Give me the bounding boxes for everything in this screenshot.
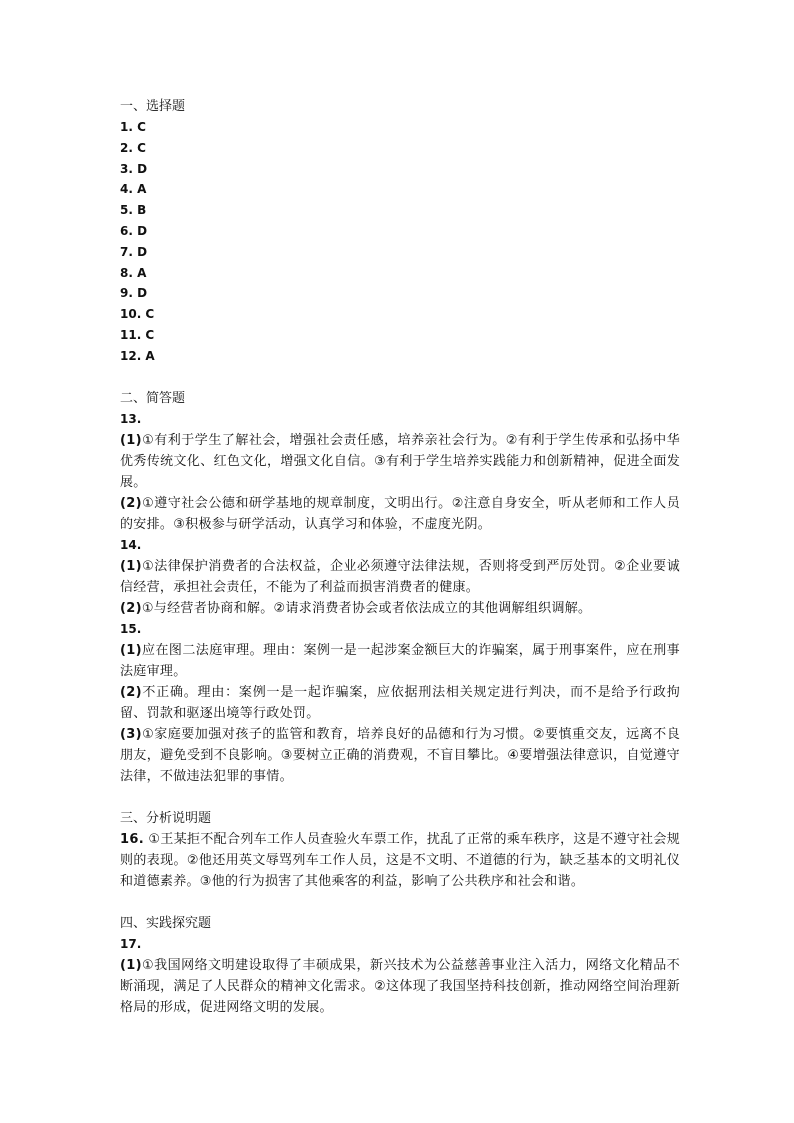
- choice-answer: 2. C: [120, 140, 146, 155]
- q15-part1-answer: [120, 640, 680, 682]
- q15-part3-answer: [120, 724, 680, 787]
- section-gap: [120, 367, 680, 388]
- question-number-14: 14.: [120, 537, 142, 552]
- answer-text: ①家庭要加强对孩子的监管和教育，培养良好的品德和行为习惯。②要慎重交友，远离不良朋友，避免受到不良影响。③要树立正确的消费观，不盲目攀比。④要增强法律意识，自觉遵守法律，不做违法犯罪的事情。: [120, 726, 680, 784]
- q14-part1-answer: [120, 556, 680, 598]
- part-marker: (2): [120, 600, 142, 616]
- section-gap: [120, 892, 680, 913]
- part-marker: (2): [120, 684, 142, 700]
- section-heading-short-answer: 二、简答题: [120, 390, 186, 406]
- question-number-17: 17.: [120, 936, 142, 951]
- section-heading-analysis: 三、分析说明题: [120, 810, 212, 826]
- part-marker: (1): [120, 957, 142, 973]
- choice-answer: 11. C: [120, 327, 155, 342]
- q13-part1-answer: [120, 430, 680, 493]
- answer-text: ①法律保护消费者的合法权益，企业必须遵守法律法规，否则将受到严厉处罚。②企业要诚信经营，承担社会责任，不能为了利益而损害消费者的健康。: [120, 558, 680, 595]
- q13-part2-answer: [120, 493, 680, 535]
- answer-sheet: [120, 96, 680, 1018]
- part-marker: (2): [120, 495, 142, 511]
- answer-text: 不正确。理由：案例一是一起诈骗案，应依据刑法相关规定进行判决，而不是给予行政拘留、罚款和驱逐出境等行政处罚。: [120, 684, 680, 721]
- choice-answer: 7. D: [120, 244, 148, 259]
- choice-answer: 12. A: [120, 348, 155, 363]
- part-marker: (1): [120, 558, 142, 574]
- choice-answer: 4. A: [120, 182, 147, 197]
- section-heading-choice: 一、选择题: [120, 99, 186, 114]
- choice-answer: 10. C: [120, 307, 155, 322]
- choice-answer: 5. B: [120, 203, 147, 218]
- answer-text: ①我国网络文明建设取得了丰硕成果，新兴技术为公益慈善事业注入活力，网络文化精品不断涌现，满足了人民群众的精神文化需求。②这体现了我国坚持科技创新，推动网络空间治理新格局的形成，促进网络文明的发展。: [120, 957, 680, 1015]
- part-marker: (3): [120, 726, 142, 742]
- part-marker: (1): [120, 432, 142, 448]
- answer-text: 应在图二法庭审理。理由：案例一是一起涉案金额巨大的诈骗案，属于刑事案件，应在刑事法庭审理。: [120, 642, 680, 679]
- choice-answer: 3. D: [120, 161, 148, 176]
- answer-text: ①与经营者协商和解。②请求消费者协会或者依法成立的其他调解组织调解。: [141, 600, 592, 616]
- q14-part2-answer: [120, 598, 680, 619]
- q17-part1-answer: [120, 955, 680, 1018]
- section-heading-inquiry: 四、实践探究题: [120, 915, 212, 931]
- part-marker: (1): [120, 642, 142, 658]
- answer-text: ①遵守社会公德和研学基地的规章制度，文明出行。②注意自身安全，听从老师和工作人员的安排。③积极参与研学活动，认真学习和体验，不虚度光阴。: [120, 495, 680, 532]
- q16-answer: [120, 829, 680, 892]
- question-number-16: 16.: [120, 831, 144, 847]
- choice-answer: 6. D: [120, 223, 148, 238]
- answer-text: ①王某拒不配合列车工作人员查验火车票工作，扰乱了正常的乘车秩序，这是不遵守社会规则的表现。②他还用英文辱骂列车工作人员，这是不文明、不道德的行为，缺乏基本的文明礼仪和道德素养。③他的行为损害了其他乘客的利益，影响了公共秩序和社会和谐。: [120, 831, 681, 889]
- question-number-15: 15.: [120, 621, 142, 636]
- q15-part2-answer: [120, 682, 680, 724]
- question-number-13: 13.: [120, 411, 142, 426]
- section-gap: [120, 787, 680, 808]
- choice-answer: 9. D: [120, 286, 148, 301]
- answer-text: ①有利于学生了解社会，增强社会责任感，培养亲社会行为。②有利于学生传承和弘扬中华优秀传统文化、红色文化，增强文化自信。③有利于学生培养实践能力和创新精神，促进全面发展。: [120, 432, 680, 490]
- choice-answer: 1. C: [120, 120, 146, 134]
- choice-answer-list: [120, 117, 680, 367]
- choice-answer: 8. A: [120, 265, 147, 280]
